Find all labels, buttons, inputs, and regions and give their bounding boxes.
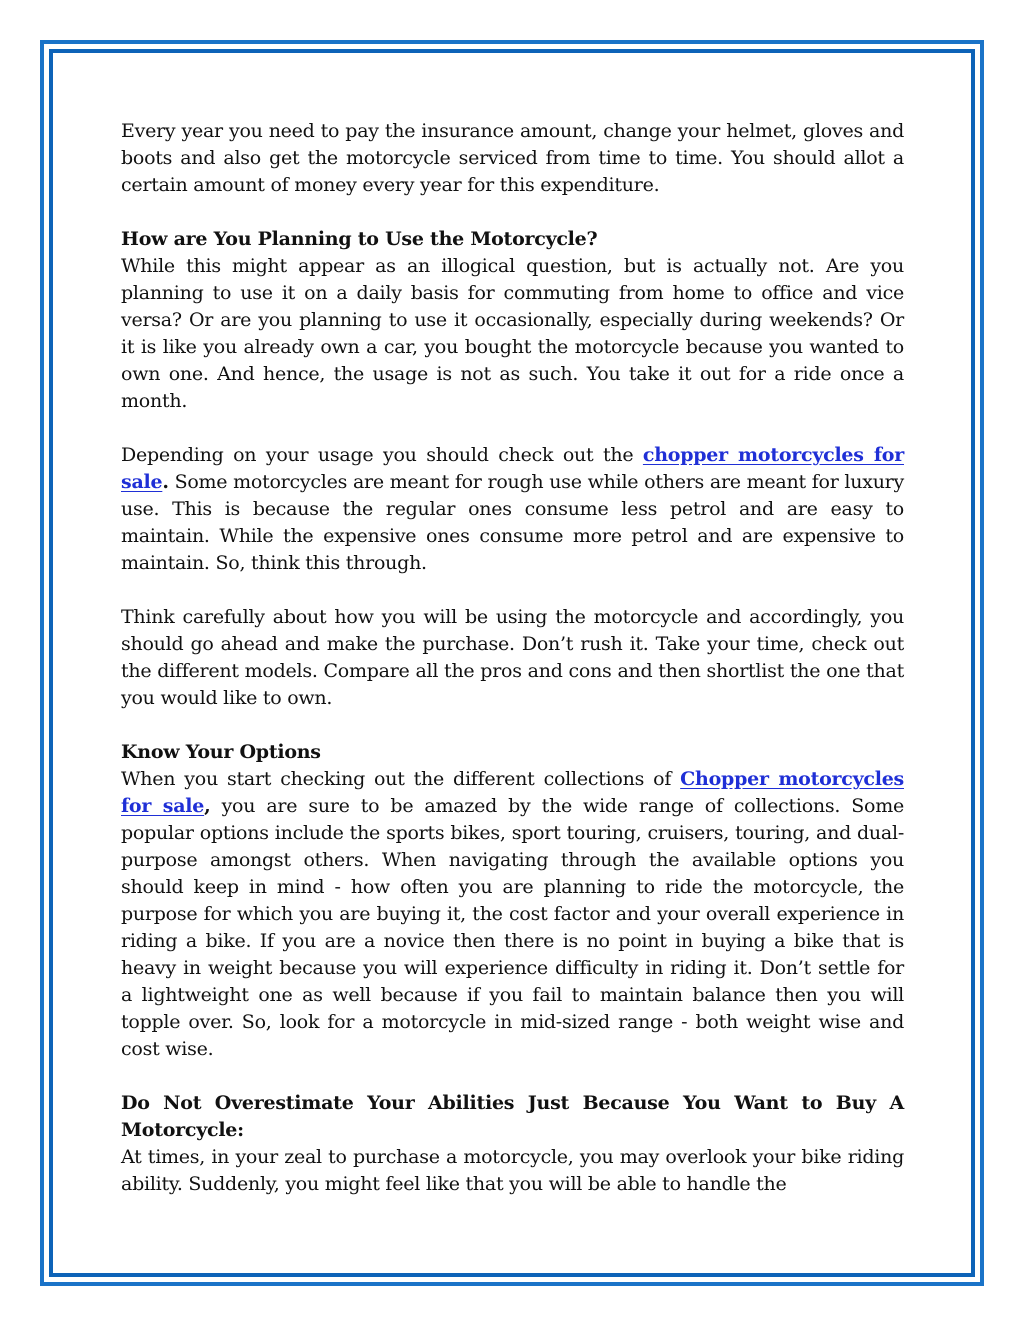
paragraph-text: Some motorcycles are meant for rough use while others are meant for luxury use. This is because the regular ones consume less petrol and are easy to maintain. While the expensive ones consume more petrol and are expensive to maintain. So, think this through. (121, 471, 904, 574)
paragraph-riding-ability: At times, in your zeal to purchase a motorcycle, you may overlook your bike riding ability. Suddenly, you might feel like that you will be able to handle the (121, 1146, 904, 1195)
paragraph-expenses: Every year you need to pay the insurance amount, change your helmet, gloves and boots and also get the motorcycle serviced from time to time. You should allot a certain amount of money every year for this expenditure. (121, 120, 904, 196)
paragraph-text: Depending on your usage you should check out the (121, 444, 643, 466)
paragraph-text: When you start checking out the different collections of (121, 768, 681, 790)
heading-overestimate-abilities: Do Not Overestimate Your Abilities Just Because You Want to Buy A Motorcycle: (121, 1092, 904, 1141)
paragraph-options (121, 766, 904, 1063)
paragraph-depending-usage (121, 442, 904, 577)
chopper-motorcycles-link[interactable]: chopper motorcycles for sale (121, 444, 904, 493)
paragraph-usage: While this might appear as an illogical question, but is actually not. Are you planning to use it on a daily basis for commuting from home to office and vice versa? Or are you planning to use it occasionally, especially during weekends? Or it is like you already own a car, you bought the motorcycle because you wanted to own one. And hence, the usage is not as such. You take it out for a ride once a month. (121, 255, 904, 412)
heading-usage-planning: How are You Planning to Use the Motorcycle? (121, 228, 598, 250)
link-punctuation: , (204, 795, 211, 817)
document-body (121, 118, 904, 1198)
heading-know-options: Know Your Options (121, 741, 321, 763)
link-punctuation: . (162, 471, 169, 493)
paragraph-think-carefully: Think carefully about how you will be using the motorcycle and accordingly, you should go ahead and make the purchase. Don’t rush it. Take your time, check out the different models. Compare all the pros and cons and then shortlist the one that you would like to own. (121, 606, 904, 709)
chopper-motorcycles-link-2[interactable]: Chopper motorcycles for sale (121, 768, 904, 817)
paragraph-text: you are sure to be amazed by the wide range of collections. Some popular options include the sports bikes, sport touring, cruisers, touring, and dual-purpose amongst others. When navigating through the available options you should keep in mind - how often you are planning to ride the motorcycle, the purpose for which you are buying it, the cost factor and your overall experience in riding a bike. If you are a novice then there is no point in buying a bike that is heavy in weight because you will experience difficulty in riding it. Don’t settle for a lightweight one as well because if you fail to maintain balance then you will topple over. So, look for a motorcycle in mid-sized range - both weight wise and cost wise. (121, 795, 904, 1060)
